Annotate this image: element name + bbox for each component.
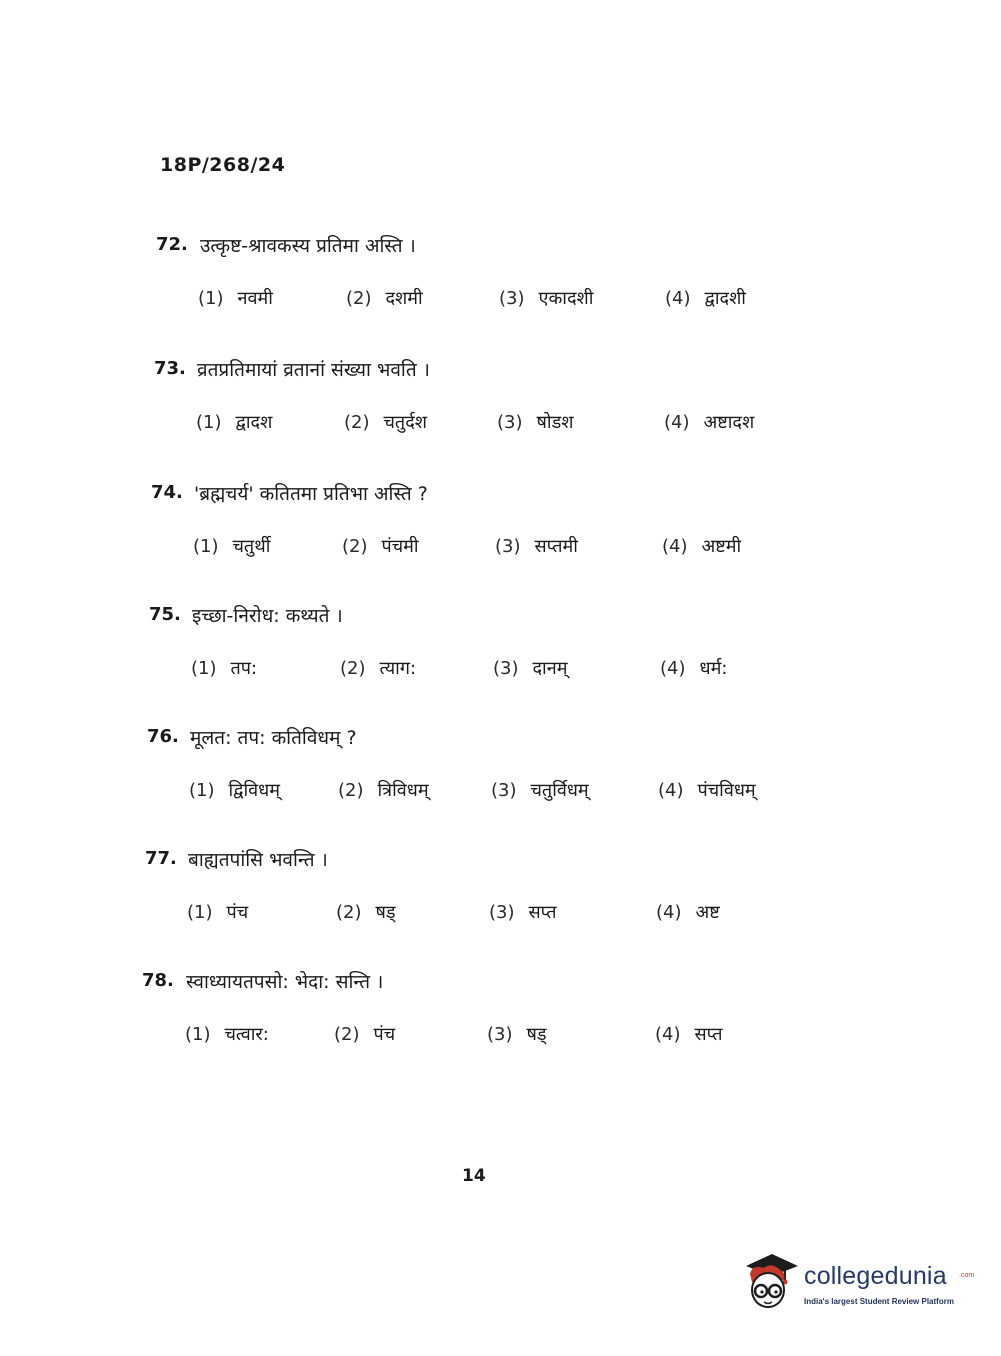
option-number: (1)	[196, 412, 222, 433]
page-number: 14	[462, 1166, 486, 1186]
option-4	[664, 410, 754, 434]
option-number: (4)	[660, 658, 686, 679]
question-78	[0, 970, 1001, 1080]
question-text: बाह्यतपांसि भवन्ति ।	[188, 849, 328, 871]
question-76	[0, 726, 1001, 836]
option-text: अष्ट	[695, 902, 720, 923]
question-number: 73.	[154, 358, 186, 379]
option-number: (1)	[191, 658, 217, 679]
option-number: (3)	[495, 536, 521, 557]
option-number: (3)	[491, 780, 517, 801]
option-number: (4)	[665, 288, 691, 309]
brand-tagline: India's largest Student Review Platform	[804, 1297, 954, 1306]
mascot-icon	[742, 1250, 800, 1312]
option-4	[660, 656, 727, 680]
option-1	[185, 1022, 269, 1046]
question-75	[0, 604, 1001, 714]
option-text: चतुर्थी	[232, 536, 271, 557]
option-text: षड्	[375, 902, 396, 923]
option-text: चतुर्विधम्	[530, 780, 589, 801]
option-4	[656, 900, 720, 924]
option-text: तप:	[230, 658, 258, 679]
question-number: 74.	[151, 482, 183, 503]
option-text: सप्तमी	[534, 536, 578, 557]
option-number: (4)	[655, 1024, 681, 1045]
option-text: दानम्	[532, 658, 568, 679]
option-number: (1)	[189, 780, 215, 801]
option-text: अष्टादश	[703, 412, 755, 433]
option-4	[658, 778, 756, 802]
question-number: 77.	[145, 848, 177, 869]
option-text: पंचविधम्	[697, 780, 756, 801]
option-4	[665, 286, 746, 310]
option-text: त्रिविधम्	[377, 780, 429, 801]
option-number: (1)	[185, 1024, 211, 1045]
option-number: (3)	[487, 1024, 513, 1045]
question-text: उत्कृष्ट-श्रावकस्य प्रतिमा अस्ति ।	[200, 235, 416, 257]
option-number: (1)	[193, 536, 219, 557]
option-3	[495, 534, 578, 558]
option-text: पंचमी	[381, 536, 419, 557]
option-1	[196, 410, 272, 434]
option-text: चत्वार:	[224, 1024, 269, 1045]
option-number: (4)	[662, 536, 688, 557]
question-text: व्रतप्रतिमायां व्रतानां संख्या भवति ।	[197, 359, 430, 381]
option-number: (2)	[334, 1024, 360, 1045]
option-text: अष्टमी	[701, 536, 742, 557]
option-text: धर्म:	[699, 658, 728, 679]
option-text: चतुर्दश	[383, 412, 427, 433]
brand-domain-suffix: .com	[959, 1272, 975, 1279]
question-text: 'ब्रह्मचर्य' कतितमा प्रतिभा अस्ति ?	[194, 483, 428, 505]
option-1	[187, 900, 248, 924]
question-text: स्वाध्यायतपसो: भेदा: सन्ति ।	[186, 971, 384, 993]
option-text: त्याग:	[379, 658, 417, 679]
option-text: पंच	[373, 1024, 396, 1045]
option-text: दशमी	[385, 288, 423, 309]
option-2	[346, 286, 423, 310]
option-2	[344, 410, 427, 434]
collegedunia-logo	[742, 1250, 975, 1312]
question-number: 76.	[147, 726, 179, 747]
option-number: (4)	[656, 902, 682, 923]
option-number: (2)	[346, 288, 372, 309]
option-number: (1)	[198, 288, 224, 309]
option-text: द्विविधम्	[228, 780, 281, 801]
option-number: (2)	[336, 902, 362, 923]
question-text: मूलत: तप: कतिविधम् ?	[190, 727, 357, 749]
option-2	[338, 778, 429, 802]
option-number: (4)	[658, 780, 684, 801]
option-text: नवमी	[237, 288, 273, 309]
question-number: 78.	[142, 970, 174, 991]
option-2	[340, 656, 416, 680]
option-1	[191, 656, 257, 680]
option-3	[489, 900, 556, 924]
option-text: पंच	[226, 902, 249, 923]
option-4	[662, 534, 741, 558]
option-text: द्वादश	[235, 412, 273, 433]
option-number: (4)	[664, 412, 690, 433]
brand-name: collegedunia	[804, 1262, 947, 1290]
option-2	[342, 534, 419, 558]
option-text: षोडश	[536, 412, 574, 433]
option-3	[491, 778, 589, 802]
option-3	[487, 1022, 547, 1046]
option-text: द्वादशी	[704, 288, 746, 309]
option-2	[334, 1022, 395, 1046]
option-number: (2)	[340, 658, 366, 679]
option-number: (3)	[499, 288, 525, 309]
option-text: षड्	[526, 1024, 547, 1045]
option-number: (3)	[489, 902, 515, 923]
option-number: (3)	[493, 658, 519, 679]
question-73	[0, 358, 1001, 468]
option-3	[493, 656, 567, 680]
option-3	[499, 286, 593, 310]
option-number: (2)	[338, 780, 364, 801]
option-text: एकादशी	[538, 288, 594, 309]
option-number: (2)	[342, 536, 368, 557]
option-1	[193, 534, 270, 558]
question-74	[0, 482, 1001, 592]
option-4	[655, 1022, 722, 1046]
option-number: (1)	[187, 902, 213, 923]
option-3	[497, 410, 573, 434]
option-text: सप्त	[528, 902, 557, 923]
paper-code: 18P/268/24	[160, 154, 286, 176]
question-text: इच्छा-निरोध: कथ्यते ।	[192, 605, 343, 627]
option-number: (2)	[344, 412, 370, 433]
question-number: 72.	[156, 234, 188, 255]
question-72	[0, 234, 1001, 344]
option-text: सप्त	[694, 1024, 723, 1045]
option-number: (3)	[497, 412, 523, 433]
question-77	[0, 848, 1001, 958]
option-1	[189, 778, 280, 802]
option-1	[198, 286, 273, 310]
question-number: 75.	[149, 604, 181, 625]
option-2	[336, 900, 396, 924]
